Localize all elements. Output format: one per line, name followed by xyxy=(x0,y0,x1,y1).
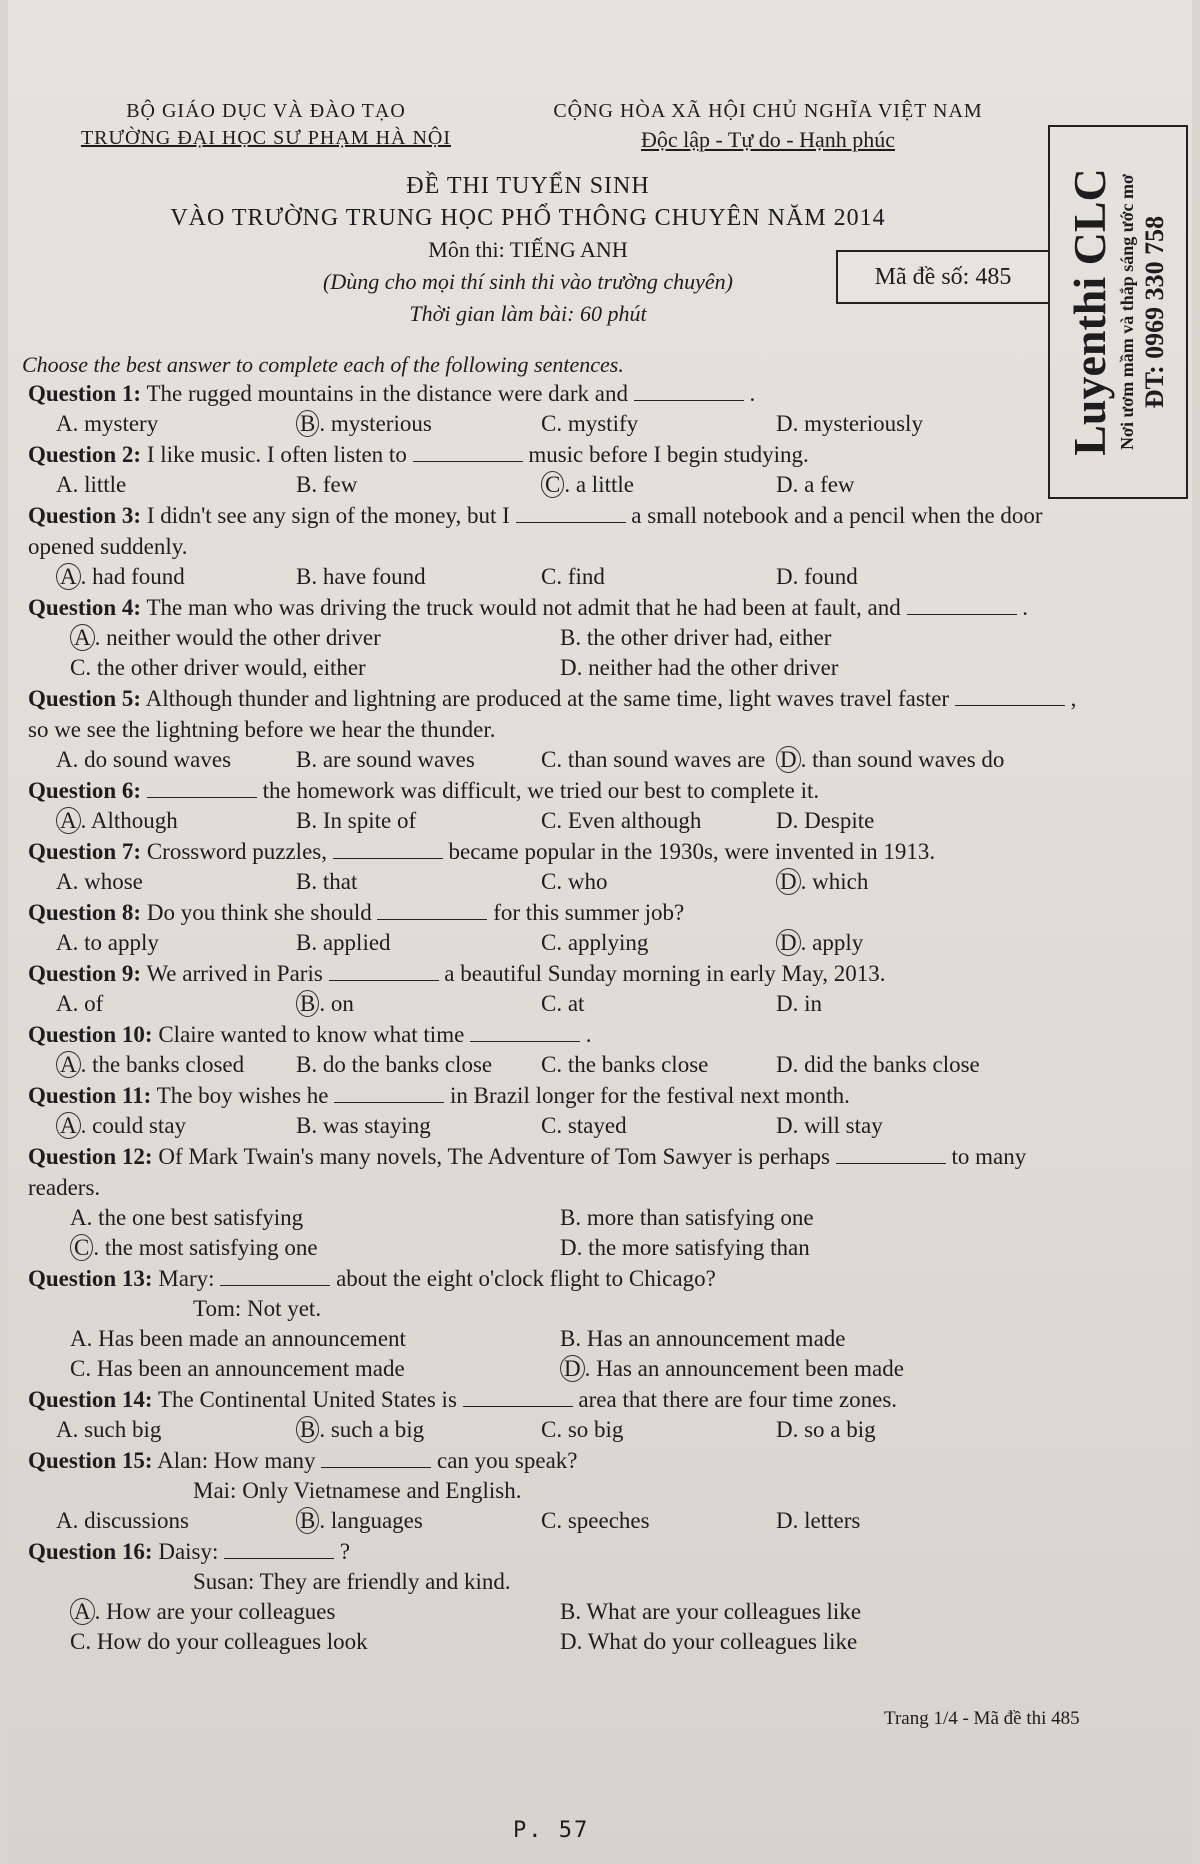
question-text-after: in Brazil longer for the festival next month. xyxy=(450,1083,850,1108)
answer-option: B. have found xyxy=(296,564,426,589)
question-text-after: . xyxy=(1022,595,1029,620)
question-text-after: to many readers. xyxy=(28,1144,1027,1200)
question-stem xyxy=(28,958,1088,989)
question-number: Question 13: xyxy=(28,1266,153,1291)
circled-letter-mark: B xyxy=(296,410,319,437)
question-text-before: Alan: How many xyxy=(157,1448,316,1473)
question-text-before: I didn't see any sign of the money, but I xyxy=(146,503,510,528)
question-stem xyxy=(28,1141,1088,1203)
answer-option: B. was staying xyxy=(296,1113,431,1138)
answer-blank xyxy=(329,962,439,981)
circled-letter-mark: A xyxy=(56,1051,81,1078)
question-number: Question 10: xyxy=(28,1022,153,1047)
question-item xyxy=(28,1080,1088,1141)
answer-option: A . had found xyxy=(56,562,296,592)
national-motto: Độc lập - Tự do - Hạnh phúc xyxy=(640,127,896,152)
question-number: Question 5: xyxy=(28,686,142,711)
question-stem xyxy=(28,1019,1088,1050)
question-text-before: Claire wanted to know what time xyxy=(158,1022,465,1047)
answer-options xyxy=(28,745,1088,775)
question-item xyxy=(28,775,1088,836)
question-number: Question 2: xyxy=(28,442,142,467)
answer-option: C. Has been an announcement made xyxy=(70,1356,405,1381)
answer-option: C. applying xyxy=(541,930,649,955)
answer-option: A . could stay xyxy=(56,1111,296,1141)
answer-blank xyxy=(634,382,744,401)
answer-option: B . languages xyxy=(296,1506,541,1536)
answer-options xyxy=(28,1050,1088,1080)
question-number: Question 11: xyxy=(28,1083,152,1108)
answer-option: B. the other driver had, either xyxy=(560,625,832,650)
answer-blank xyxy=(413,443,523,462)
question-text-before: Although thunder and lightning are produced at the same time, light waves travel faster xyxy=(145,686,950,711)
question-item xyxy=(28,592,1088,683)
question-stem xyxy=(28,1384,1088,1415)
answer-option: C. than sound waves are xyxy=(541,747,766,772)
circled-letter-mark: A xyxy=(70,1598,95,1625)
circled-letter-mark: D xyxy=(776,868,801,895)
answer-blank xyxy=(836,1145,946,1164)
question-text-before: Do you think she should xyxy=(146,900,372,925)
question-text-before: Crossword puzzles, xyxy=(146,839,327,864)
answer-option: D. a few xyxy=(776,472,855,497)
answer-option: A. little xyxy=(56,472,127,497)
question-text-before: Daisy: xyxy=(158,1539,219,1564)
question-number: Question 12: xyxy=(28,1144,153,1169)
circled-letter-mark: B xyxy=(296,1507,319,1534)
ministry-name: BỘ GIÁO DỤC VÀ ĐÀO TẠO xyxy=(126,100,406,122)
answer-blank xyxy=(955,687,1065,706)
answer-option: B. that xyxy=(296,869,358,894)
answer-option: D . which xyxy=(776,867,1076,897)
circled-letter-mark: B xyxy=(296,990,319,1017)
answer-option: B. few xyxy=(296,472,358,497)
answer-options xyxy=(28,928,1088,958)
question-item xyxy=(28,836,1088,897)
answer-option: B. Has an announcement made xyxy=(560,1326,846,1351)
answer-option: D. will stay xyxy=(776,1113,883,1138)
circled-letter-mark: D xyxy=(776,929,801,956)
answer-blank xyxy=(220,1267,330,1286)
question-stem xyxy=(28,683,1088,745)
exam-code: Mã đề số: 485 xyxy=(874,263,1012,290)
dialog-reply: Tom: Not yet. xyxy=(193,1296,322,1321)
question-text-after: . xyxy=(749,381,756,406)
question-stem xyxy=(28,897,1088,928)
dialog-reply: Susan: They are friendly and kind. xyxy=(193,1569,511,1594)
answer-option: C. the other driver would, either xyxy=(70,655,366,680)
question-text-before: The man who was driving the truck would not admit that he had been at fault, and xyxy=(146,595,901,620)
answer-option: A. of xyxy=(56,991,104,1016)
answer-option: A . neither would the other driver xyxy=(70,623,560,653)
exam-subtitle: VÀO TRƯỜNG TRUNG HỌC PHỔ THÔNG CHUYÊN NĂM 2014 xyxy=(170,205,886,231)
question-item xyxy=(28,500,1088,592)
circled-letter-mark: D xyxy=(776,746,801,773)
country-name: CỘNG HÒA XÃ HỘI CHỦ NGHĨA VIỆT NAM xyxy=(553,100,983,122)
ministry-header xyxy=(26,100,506,150)
question-number: Question 15: xyxy=(28,1448,153,1473)
question-stem xyxy=(28,1080,1088,1111)
answer-option: D. did the banks close xyxy=(776,1052,980,1077)
answer-options xyxy=(28,806,1088,836)
question-text-after: about the eight o'clock flight to Chicago? xyxy=(336,1266,716,1291)
answer-option: C. speeches xyxy=(541,1508,650,1533)
question-text-before: Mary: xyxy=(158,1266,215,1291)
answer-option: C. How do your colleagues look xyxy=(70,1629,368,1654)
exam-code-box xyxy=(836,250,1050,304)
circled-letter-mark: A xyxy=(70,624,95,651)
question-text-after: , so we see the lightning before we hear the thunder. xyxy=(28,686,1077,742)
promo-brand: Luyenthi CLC xyxy=(1064,168,1115,456)
answer-option: A. do sound waves xyxy=(56,747,232,772)
question-item xyxy=(28,378,1088,439)
answer-blank xyxy=(470,1023,580,1042)
question-number: Question 4: xyxy=(28,595,142,620)
question-number: Question 14: xyxy=(28,1387,153,1412)
answer-blank xyxy=(147,779,257,798)
question-text-before: The rugged mountains in the distance were dark and xyxy=(146,381,628,406)
question-item xyxy=(28,439,1088,500)
question-stem xyxy=(28,592,1088,623)
answer-options xyxy=(28,409,1088,439)
question-list xyxy=(28,378,1088,1657)
question-text-after: a beautiful Sunday morning in early May, 2013. xyxy=(444,961,886,986)
answer-option: D. neither had the other driver xyxy=(560,655,839,680)
question-item xyxy=(28,1019,1088,1080)
circled-letter-mark: A xyxy=(56,1112,81,1139)
question-stem xyxy=(28,500,1088,562)
answer-option: A. the one best satisfying xyxy=(70,1205,304,1230)
answer-option: A . How are your colleagues xyxy=(70,1597,560,1627)
question-text-after: for this summer job? xyxy=(493,900,685,925)
question-text-before: Of Mark Twain's many novels, The Adventure of Tom Sawyer is perhaps xyxy=(158,1144,830,1169)
question-number: Question 7: xyxy=(28,839,142,864)
answer-option: D . than sound waves do xyxy=(776,745,1076,775)
circled-letter-mark: D xyxy=(560,1355,585,1382)
answer-option: A. discussions xyxy=(56,1508,189,1533)
answer-blank xyxy=(333,840,443,859)
answer-options xyxy=(28,1597,1088,1657)
question-item xyxy=(28,1141,1088,1263)
answer-option: D. Despite xyxy=(776,808,875,833)
answer-option: D. the more satisfying than xyxy=(560,1235,810,1260)
exam-sheet xyxy=(8,0,1192,1864)
question-stem xyxy=(28,439,1088,470)
answer-option: A . the banks closed xyxy=(56,1050,296,1080)
answer-blank xyxy=(463,1388,573,1407)
answer-option: D. in xyxy=(776,991,822,1016)
question-stem xyxy=(28,836,1088,867)
question-text-after: music before I begin studying. xyxy=(528,442,809,467)
promo-tagline: Nơi ươm mầm và thắp sáng ước mơ xyxy=(1117,174,1137,450)
answer-blank xyxy=(907,596,1017,615)
question-text-after: can you speak? xyxy=(437,1448,578,1473)
instruction: Choose the best answer to complete each of the following sentences. xyxy=(22,352,624,377)
answer-options xyxy=(28,1324,1088,1384)
question-stem xyxy=(28,1445,1088,1476)
question-text-after: area that there are four time zones. xyxy=(578,1387,898,1412)
circled-letter-mark: C xyxy=(70,1234,93,1261)
question-text-after: the homework was difficult, we tried our best to complete it. xyxy=(262,778,820,803)
question-text-before: We arrived in Paris xyxy=(146,961,323,986)
question-text-before: The Continental United States is xyxy=(157,1387,457,1412)
answer-option: A . Although xyxy=(56,806,296,836)
answer-option: B. more than satisfying one xyxy=(560,1205,814,1230)
question-number: Question 3: xyxy=(28,503,142,528)
question-item xyxy=(28,1384,1088,1445)
question-item xyxy=(28,897,1088,958)
question-item xyxy=(28,683,1088,775)
answer-options xyxy=(28,867,1088,897)
question-text-after: ? xyxy=(339,1539,351,1564)
answer-option: C. mystify xyxy=(541,411,639,436)
question-item xyxy=(28,1263,1088,1384)
question-stem xyxy=(28,775,1088,806)
answer-options xyxy=(28,989,1088,1019)
answer-option: B. In spite of xyxy=(296,808,417,833)
question-stem xyxy=(28,1263,1088,1294)
question-stem xyxy=(28,1536,1088,1567)
answer-option: C. stayed xyxy=(541,1113,627,1138)
exam-time: Thời gian làm bài: 60 phút xyxy=(409,301,647,326)
exam-title: ĐỀ THI TUYỂN SINH xyxy=(406,173,650,199)
question-item xyxy=(28,1536,1088,1657)
answer-option: C . a little xyxy=(541,470,776,500)
answer-option: D. found xyxy=(776,564,858,589)
answer-option: D . Has an announcement been made xyxy=(560,1354,1080,1384)
question-text-after: became popular in the 1930s, were invented in 1913. xyxy=(448,839,936,864)
answer-option: C. the banks close xyxy=(541,1052,709,1077)
question-number: Question 6: xyxy=(28,778,142,803)
answer-option: D . apply xyxy=(776,928,1076,958)
national-header xyxy=(488,100,1048,153)
answer-option: B. are sound waves xyxy=(296,747,475,772)
answer-option: D. mysteriously xyxy=(776,411,923,436)
answer-option: C. who xyxy=(541,869,608,894)
answer-options xyxy=(28,470,1088,500)
circled-letter-mark: A xyxy=(56,563,81,590)
question-text-after: a small notebook and a pencil when the door opened suddenly. xyxy=(28,503,1043,559)
answer-option: A. Has been made an announcement xyxy=(70,1326,406,1351)
answer-option: A. whose xyxy=(56,869,143,894)
exam-subject: Môn thi: TIẾNG ANH xyxy=(428,237,628,262)
answer-option: A. mystery xyxy=(56,411,159,436)
answer-options xyxy=(28,623,1088,683)
answer-option: C. Even although xyxy=(541,808,702,833)
question-number: Question 1: xyxy=(28,381,142,406)
answer-option: C . the most satisfying one xyxy=(70,1233,560,1263)
answer-option: C. so big xyxy=(541,1417,624,1442)
school-name: TRƯỜNG ĐẠI HỌC SƯ PHẠM HÀ NỘI xyxy=(80,127,452,149)
answer-options xyxy=(28,1111,1088,1141)
circled-letter-mark: A xyxy=(56,807,81,834)
circled-letter-mark: C xyxy=(541,471,564,498)
answer-options xyxy=(28,1506,1088,1536)
answer-blank xyxy=(321,1449,431,1468)
answer-options xyxy=(28,1203,1088,1263)
answer-blank xyxy=(334,1084,444,1103)
question-text-before: The boy wishes he xyxy=(156,1083,329,1108)
answer-option: B . on xyxy=(296,989,541,1019)
answer-blank xyxy=(516,504,626,523)
answer-option: A. to apply xyxy=(56,930,159,955)
question-text-after: . xyxy=(585,1022,592,1047)
answer-option: D. so a big xyxy=(776,1417,876,1442)
promo-phone: ĐT: 0969 330 758 xyxy=(1140,215,1169,409)
question-text-before: I like music. I often listen to xyxy=(146,442,407,467)
answer-option: B. What are your colleagues like xyxy=(560,1599,862,1624)
answer-blank xyxy=(224,1540,334,1559)
question-number: Question 16: xyxy=(28,1539,153,1564)
answer-options xyxy=(28,1415,1088,1445)
question-item xyxy=(28,958,1088,1019)
answer-option: B. applied xyxy=(296,930,391,955)
answer-option: C. at xyxy=(541,991,585,1016)
answer-option: D. letters xyxy=(776,1508,861,1533)
answer-blank xyxy=(377,901,487,920)
exam-note: (Dùng cho mọi thí sinh thi vào trường chuyên) xyxy=(323,269,733,294)
answer-option: C. find xyxy=(541,564,605,589)
answer-option: B . such a big xyxy=(296,1415,541,1445)
question-number: Question 8: xyxy=(28,900,142,925)
answer-option: B. do the banks close xyxy=(296,1052,493,1077)
page-footer: Trang 1/4 - Mã đề thi 485 xyxy=(884,1708,1080,1729)
dialog-reply: Mai: Only Vietnamese and English. xyxy=(193,1478,522,1503)
answer-option: B . mysterious xyxy=(296,409,541,439)
question-item xyxy=(28,1445,1088,1536)
question-number: Question 9: xyxy=(28,961,142,986)
answer-options xyxy=(28,562,1088,592)
page-number: P. 57 xyxy=(513,1818,590,1843)
answer-option: A. such big xyxy=(56,1417,162,1442)
circled-letter-mark: B xyxy=(296,1416,319,1443)
question-stem xyxy=(28,378,1088,409)
answer-option: D. What do your colleagues like xyxy=(560,1629,858,1654)
